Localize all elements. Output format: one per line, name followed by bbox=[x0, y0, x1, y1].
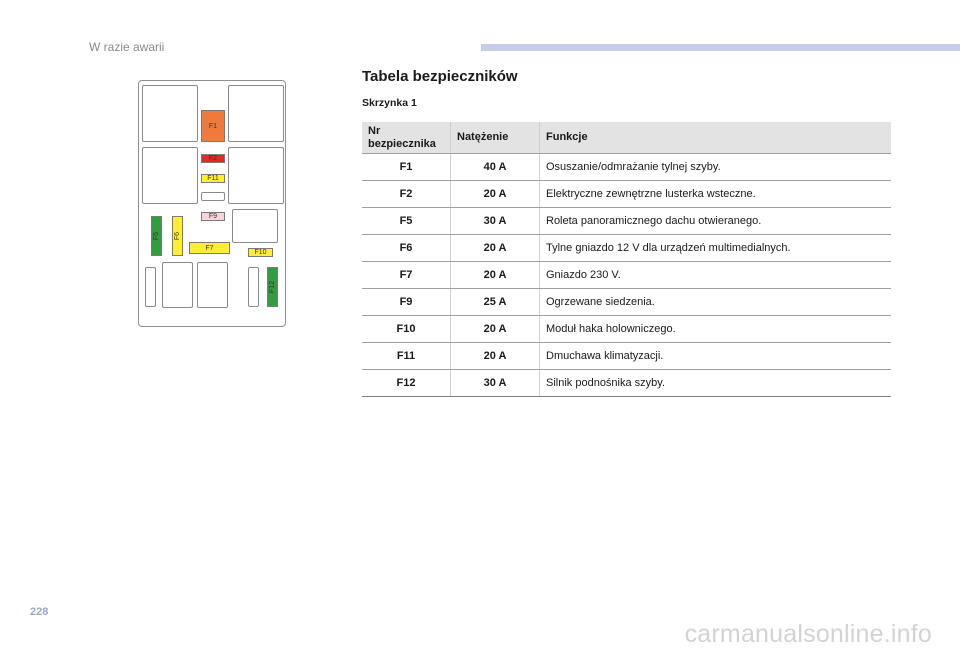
fuse-f10 bbox=[248, 248, 273, 257]
cell-amperage: 40 A bbox=[451, 154, 540, 181]
fuse-f6 bbox=[172, 216, 183, 256]
cell-function: Elektryczne zewnętrzne lusterka wsteczne. bbox=[540, 181, 892, 208]
fuse-label: F5 bbox=[153, 231, 160, 241]
section-subtitle: Skrzynka 1 bbox=[362, 97, 417, 109]
cell-fuse-nr: F6 bbox=[362, 235, 451, 262]
fuse-label: F12 bbox=[269, 280, 276, 294]
empty-fuse-slot bbox=[201, 192, 225, 201]
cell-fuse-nr: F5 bbox=[362, 208, 451, 235]
fuse-f9 bbox=[201, 212, 225, 221]
watermark: carmanualsonline.info bbox=[684, 620, 932, 648]
relay-slot bbox=[162, 262, 193, 308]
cell-amperage: 20 A bbox=[451, 235, 540, 262]
relay-slot bbox=[142, 147, 198, 204]
table-row bbox=[362, 154, 891, 181]
table-row bbox=[362, 181, 891, 208]
table-row bbox=[362, 316, 891, 343]
cell-function: Dmuchawa klimatyzacji. bbox=[540, 343, 892, 370]
fuse-f11 bbox=[201, 174, 225, 183]
fuse-table bbox=[362, 122, 891, 397]
fuse-label: F2 bbox=[208, 155, 218, 162]
cell-amperage: 20 A bbox=[451, 181, 540, 208]
section-header: W razie awarii bbox=[89, 40, 165, 54]
table-header-row bbox=[362, 122, 891, 154]
cell-amperage: 20 A bbox=[451, 316, 540, 343]
fuse-label: F6 bbox=[174, 231, 181, 241]
header-amperage: Natężenie bbox=[451, 122, 540, 154]
cell-amperage: 20 A bbox=[451, 262, 540, 289]
fuse-label: F10 bbox=[254, 249, 267, 256]
fuse-f2 bbox=[201, 154, 225, 163]
header-nr: Nr bezpiecznika bbox=[362, 122, 451, 154]
cell-function: Moduł haka holowniczego. bbox=[540, 316, 892, 343]
cell-fuse-nr: F2 bbox=[362, 181, 451, 208]
table-row bbox=[362, 262, 891, 289]
header-function: Funkcje bbox=[540, 122, 892, 154]
cell-function: Tylne gniazdo 12 V dla urządzeń multimedialnych. bbox=[540, 235, 892, 262]
table-row bbox=[362, 289, 891, 316]
fuse-label: F11 bbox=[207, 175, 219, 182]
fuse-slot bbox=[145, 267, 156, 307]
fuse-label: F9 bbox=[208, 213, 218, 220]
fuse-f1 bbox=[201, 110, 225, 142]
fuse-label: F1 bbox=[208, 122, 218, 130]
fuse-f7 bbox=[189, 242, 230, 254]
cell-function: Silnik podnośnika szyby. bbox=[540, 370, 892, 397]
page-title: Tabela bezpieczników bbox=[362, 68, 518, 85]
cell-function: Gniazdo 230 V. bbox=[540, 262, 892, 289]
relay-slot bbox=[197, 262, 228, 308]
table-row bbox=[362, 235, 891, 262]
table-row bbox=[362, 370, 891, 397]
cell-fuse-nr: F11 bbox=[362, 343, 451, 370]
relay-slot bbox=[228, 147, 284, 204]
fuse-f12 bbox=[267, 267, 278, 307]
relay-slot bbox=[142, 85, 198, 142]
fuse-box-diagram bbox=[138, 80, 286, 327]
relay-slot bbox=[232, 209, 278, 243]
cell-function: Ogrzewane siedzenia. bbox=[540, 289, 892, 316]
cell-function: Roleta panoramicznego dachu otwieranego. bbox=[540, 208, 892, 235]
cell-function: Osuszanie/odmrażanie tylnej szyby. bbox=[540, 154, 892, 181]
relay-slot bbox=[228, 85, 284, 142]
fuse-f5 bbox=[151, 216, 162, 256]
cell-amperage: 20 A bbox=[451, 343, 540, 370]
fuse-slot bbox=[248, 267, 259, 307]
header-bar bbox=[481, 44, 960, 51]
cell-fuse-nr: F9 bbox=[362, 289, 451, 316]
table-row bbox=[362, 208, 891, 235]
cell-amperage: 25 A bbox=[451, 289, 540, 316]
cell-fuse-nr: F10 bbox=[362, 316, 451, 343]
cell-amperage: 30 A bbox=[451, 208, 540, 235]
fuse-label: F7 bbox=[205, 244, 214, 252]
page-number: 228 bbox=[30, 606, 49, 618]
table-row bbox=[362, 343, 891, 370]
cell-fuse-nr: F12 bbox=[362, 370, 451, 397]
cell-fuse-nr: F1 bbox=[362, 154, 451, 181]
cell-amperage: 30 A bbox=[451, 370, 540, 397]
cell-fuse-nr: F7 bbox=[362, 262, 451, 289]
